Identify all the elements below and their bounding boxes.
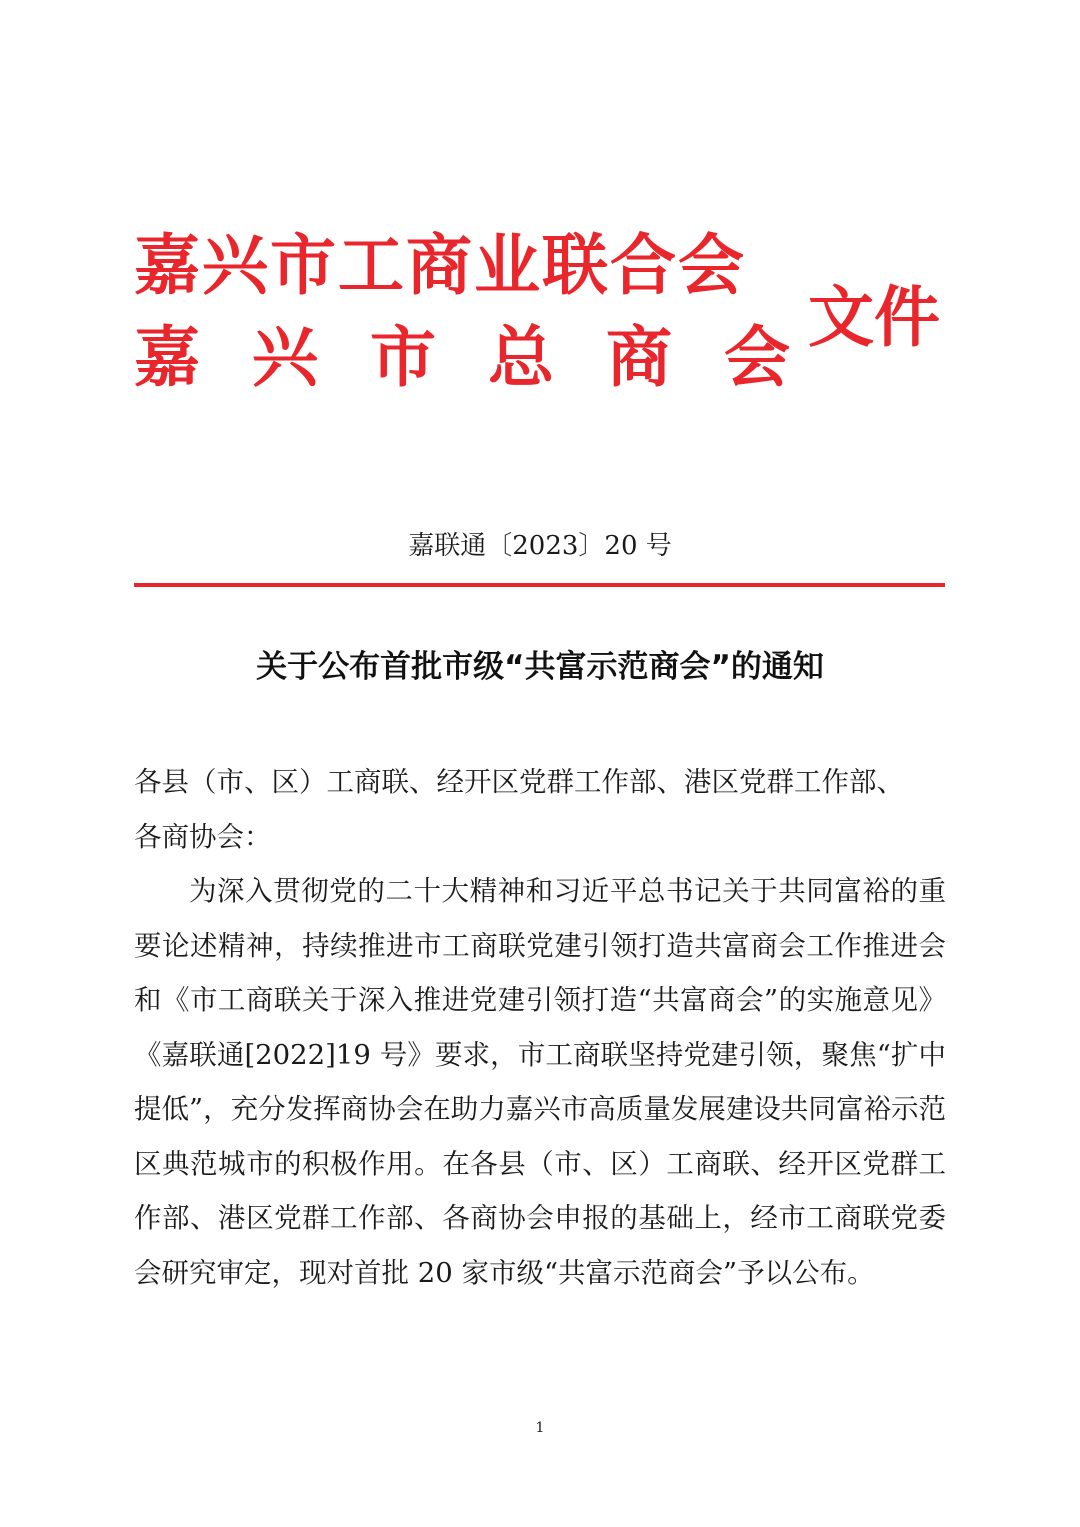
header-doc-type: 文件 bbox=[808, 279, 940, 356]
document-number: 嘉联通〔2023〕20 号 bbox=[408, 531, 672, 561]
header-org-name-line1: 嘉兴市工商业联合会 bbox=[134, 227, 746, 304]
document-body bbox=[134, 755, 946, 1300]
notice-title: 关于公布首批市级“共富示范商会”的通知 bbox=[256, 649, 824, 685]
body-paragraph: 为深入贯彻党的二十大精神和习近平总书记关于共同富裕的重要论述精神，持续推进市工商联党建引领打造共富商会工作推进会和《市工商联关于深入推进党建引领打造“共富商会”的实施意见》《嘉联通[2022]19 号》要求，市工商联坚持党建引领，聚焦“扩中提低”，充分发挥商协会在助力嘉兴市高质量发展建设共同富裕示范区典范城市的积极作用。在各县（市、区）工商联、经开区党群工作部、港区党群工作部、各商协会申报的基础上，经市工商联党委会研究审定，现对首批 20 家市级“共富示范商会”予以公布。 bbox=[134, 875, 946, 1289]
addressee-line2: 各商协会： bbox=[134, 820, 272, 853]
addressee-line1: 各县（市、区）工商联、经开区党群工作部、港区党群工作部、 bbox=[134, 766, 904, 798]
header-org-name-line2: 嘉兴市总商会 bbox=[134, 319, 842, 396]
page-number: 1 bbox=[535, 1420, 545, 1436]
red-divider-line bbox=[134, 583, 945, 587]
